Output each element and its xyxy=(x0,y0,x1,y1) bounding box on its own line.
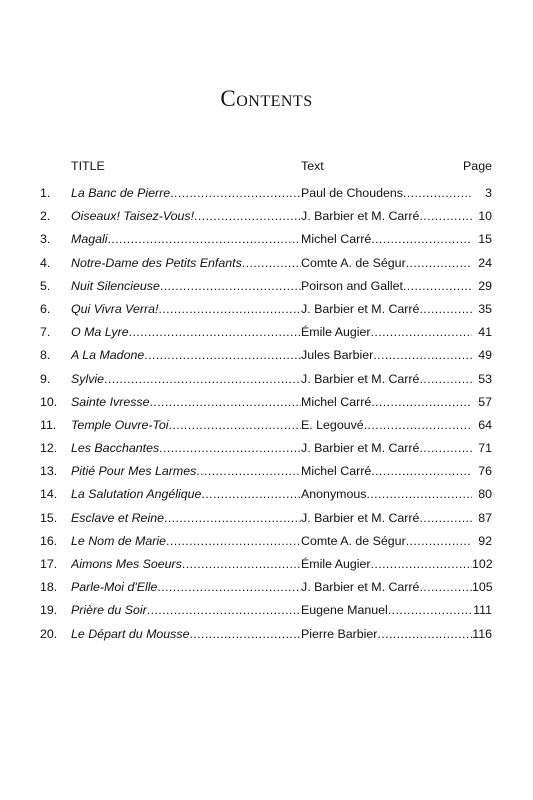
entry-author: Michel Carré ..... xyxy=(301,462,477,480)
entry-title: Magali ..... xyxy=(71,230,301,248)
entry-title: Aimons Mes Soeurs ..... xyxy=(71,555,301,573)
toc-entry xyxy=(40,393,492,416)
entry-page-number: 35 xyxy=(472,300,492,318)
toc-rows xyxy=(40,184,492,648)
entry-author: J. Barbier et M. Carré ..... xyxy=(301,207,477,225)
entry-page-number: 24 xyxy=(472,254,492,272)
entry-author: Comte A. de Ségur ..... xyxy=(301,532,477,550)
entry-page-number: 64 xyxy=(472,416,492,434)
toc-entry xyxy=(40,485,492,508)
entry-number: 11. xyxy=(40,417,57,432)
entry-author: Jules Barbier ..... xyxy=(301,346,477,364)
entry-author: Anonymous ..... xyxy=(301,485,477,503)
entry-number: 6. xyxy=(40,301,51,316)
entry-title: Nuit Silencieuse ..... xyxy=(71,277,301,295)
entry-title: Pitié Pour Mes Larmes ..... xyxy=(71,462,301,480)
entry-number: 18. xyxy=(40,580,58,595)
entry-number: 10. xyxy=(40,394,58,409)
entry-page-number: 71 xyxy=(472,439,492,457)
entry-author: J. Barbier et M. Carré ..... xyxy=(301,578,477,596)
entry-title: Prière du Soir ..... xyxy=(71,601,301,619)
entry-author: Paul de Choudens ..... xyxy=(301,184,477,202)
entry-number: 19. xyxy=(40,603,58,618)
toc-entry xyxy=(40,230,492,253)
entry-number: 3. xyxy=(40,232,51,247)
entry-page-number: 102 xyxy=(472,557,493,571)
page-title: Contents xyxy=(220,86,313,111)
entry-author: Pierre Barbier ..... xyxy=(301,625,477,643)
entry-page-number: 87 xyxy=(472,509,492,527)
title-column-header: TITLE xyxy=(71,159,105,173)
table-of-contents xyxy=(40,157,492,648)
toc-entry xyxy=(40,578,492,601)
entry-author: E. Legouvé ..... xyxy=(301,416,477,434)
entry-page-number: 76 xyxy=(472,462,492,480)
entry-number: 4. xyxy=(40,255,51,270)
toc-entry xyxy=(40,462,492,485)
entry-title: O Ma Lyre ..... xyxy=(71,323,301,341)
toc-header-row xyxy=(40,157,492,184)
entry-page-number: 3 xyxy=(472,184,492,202)
toc-entry xyxy=(40,416,492,439)
toc-entry xyxy=(40,207,492,230)
entry-author: Comte A. de Ségur ..... xyxy=(301,254,477,272)
page-column-header: Page xyxy=(463,159,492,173)
toc-entry xyxy=(40,300,492,323)
entry-number: 14. xyxy=(40,487,58,502)
toc-entry xyxy=(40,625,492,648)
entry-number: 1. xyxy=(40,186,51,200)
entry-author: J. Barbier et M. Carré ..... xyxy=(301,300,477,318)
entry-number: 5. xyxy=(40,278,51,293)
text-column-header: Text xyxy=(301,159,324,173)
entry-title: La Salutation Angélique ..... xyxy=(71,485,301,503)
entry-title: Sylvie ..... xyxy=(71,370,301,388)
entry-page-number: 92 xyxy=(472,532,492,550)
toc-entry xyxy=(40,509,492,532)
entry-page-number: 49 xyxy=(472,346,492,364)
entry-author: Émile Augier ..... xyxy=(301,323,477,341)
toc-entry xyxy=(40,439,492,462)
entry-page-number: 57 xyxy=(472,393,492,411)
entry-number: 20. xyxy=(40,626,58,641)
entry-title: Temple Ouvre-Toi ..... xyxy=(71,416,301,434)
entry-title: Qui Vivra Verra! ..... xyxy=(71,300,301,318)
entry-title: Notre-Dame des Petits Enfants ..... xyxy=(71,254,301,272)
entry-number: 16. xyxy=(40,533,58,548)
entry-author: Michel Carré ..... xyxy=(301,230,477,248)
entry-title: La Banc de Pierre ..... xyxy=(71,184,301,202)
toc-entry xyxy=(40,346,492,369)
entry-title: Esclave et Reine ..... xyxy=(71,509,301,527)
entry-number: 12. xyxy=(40,441,58,456)
entry-title: Sainte Ivresse ..... xyxy=(71,393,301,411)
toc-entry xyxy=(40,277,492,300)
entry-author: J. Barbier et M. Carré ..... xyxy=(301,370,477,388)
entry-number: 8. xyxy=(40,348,51,363)
toc-entry xyxy=(40,254,492,277)
entry-number: 13. xyxy=(40,464,58,479)
entry-author: J. Barbier et M. Carré ..... xyxy=(301,509,477,527)
entry-title: Parle-Moi d'Elle ..... xyxy=(71,578,301,596)
entry-page-number: 53 xyxy=(472,370,492,388)
entry-title: Le Nom de Marie ..... xyxy=(71,532,301,550)
entry-title: Oiseaux! Taisez-Vous! ..... xyxy=(71,207,301,225)
entry-number: 17. xyxy=(40,557,58,571)
entry-page-number: 105 xyxy=(472,580,493,595)
entry-number: 7. xyxy=(40,325,51,340)
entry-page-number: 15 xyxy=(472,230,492,248)
entry-title: Les Bacchantes ..... xyxy=(71,439,301,457)
entry-number: 15. xyxy=(40,510,58,525)
toc-entry xyxy=(40,532,492,555)
entry-author: Eugene Manuel ..... xyxy=(301,601,477,619)
toc-entry xyxy=(40,370,492,393)
toc-entry xyxy=(40,184,492,207)
entry-author: Michel Carré ..... xyxy=(301,393,477,411)
entry-page-number: 29 xyxy=(472,277,492,295)
entry-author: J. Barbier et M. Carré ..... xyxy=(301,439,477,457)
entry-page-number: 80 xyxy=(472,485,492,503)
entry-page-number: 41 xyxy=(472,323,492,341)
entry-page-number: 111 xyxy=(473,603,492,618)
toc-entry xyxy=(40,555,492,578)
toc-entry xyxy=(40,323,492,346)
entry-number: 2. xyxy=(40,209,51,224)
entry-number: 9. xyxy=(40,371,51,386)
entry-author: Émile Augier ..... xyxy=(301,555,477,573)
entry-title: A La Madone ..... xyxy=(71,346,301,364)
entry-page-number: 116 xyxy=(472,626,492,641)
entry-author: Poirson and Gallet ..... xyxy=(301,277,477,295)
toc-entry xyxy=(40,601,492,624)
entry-page-number: 10 xyxy=(472,207,492,225)
entry-title: Le Départ du Mousse ..... xyxy=(71,625,301,643)
